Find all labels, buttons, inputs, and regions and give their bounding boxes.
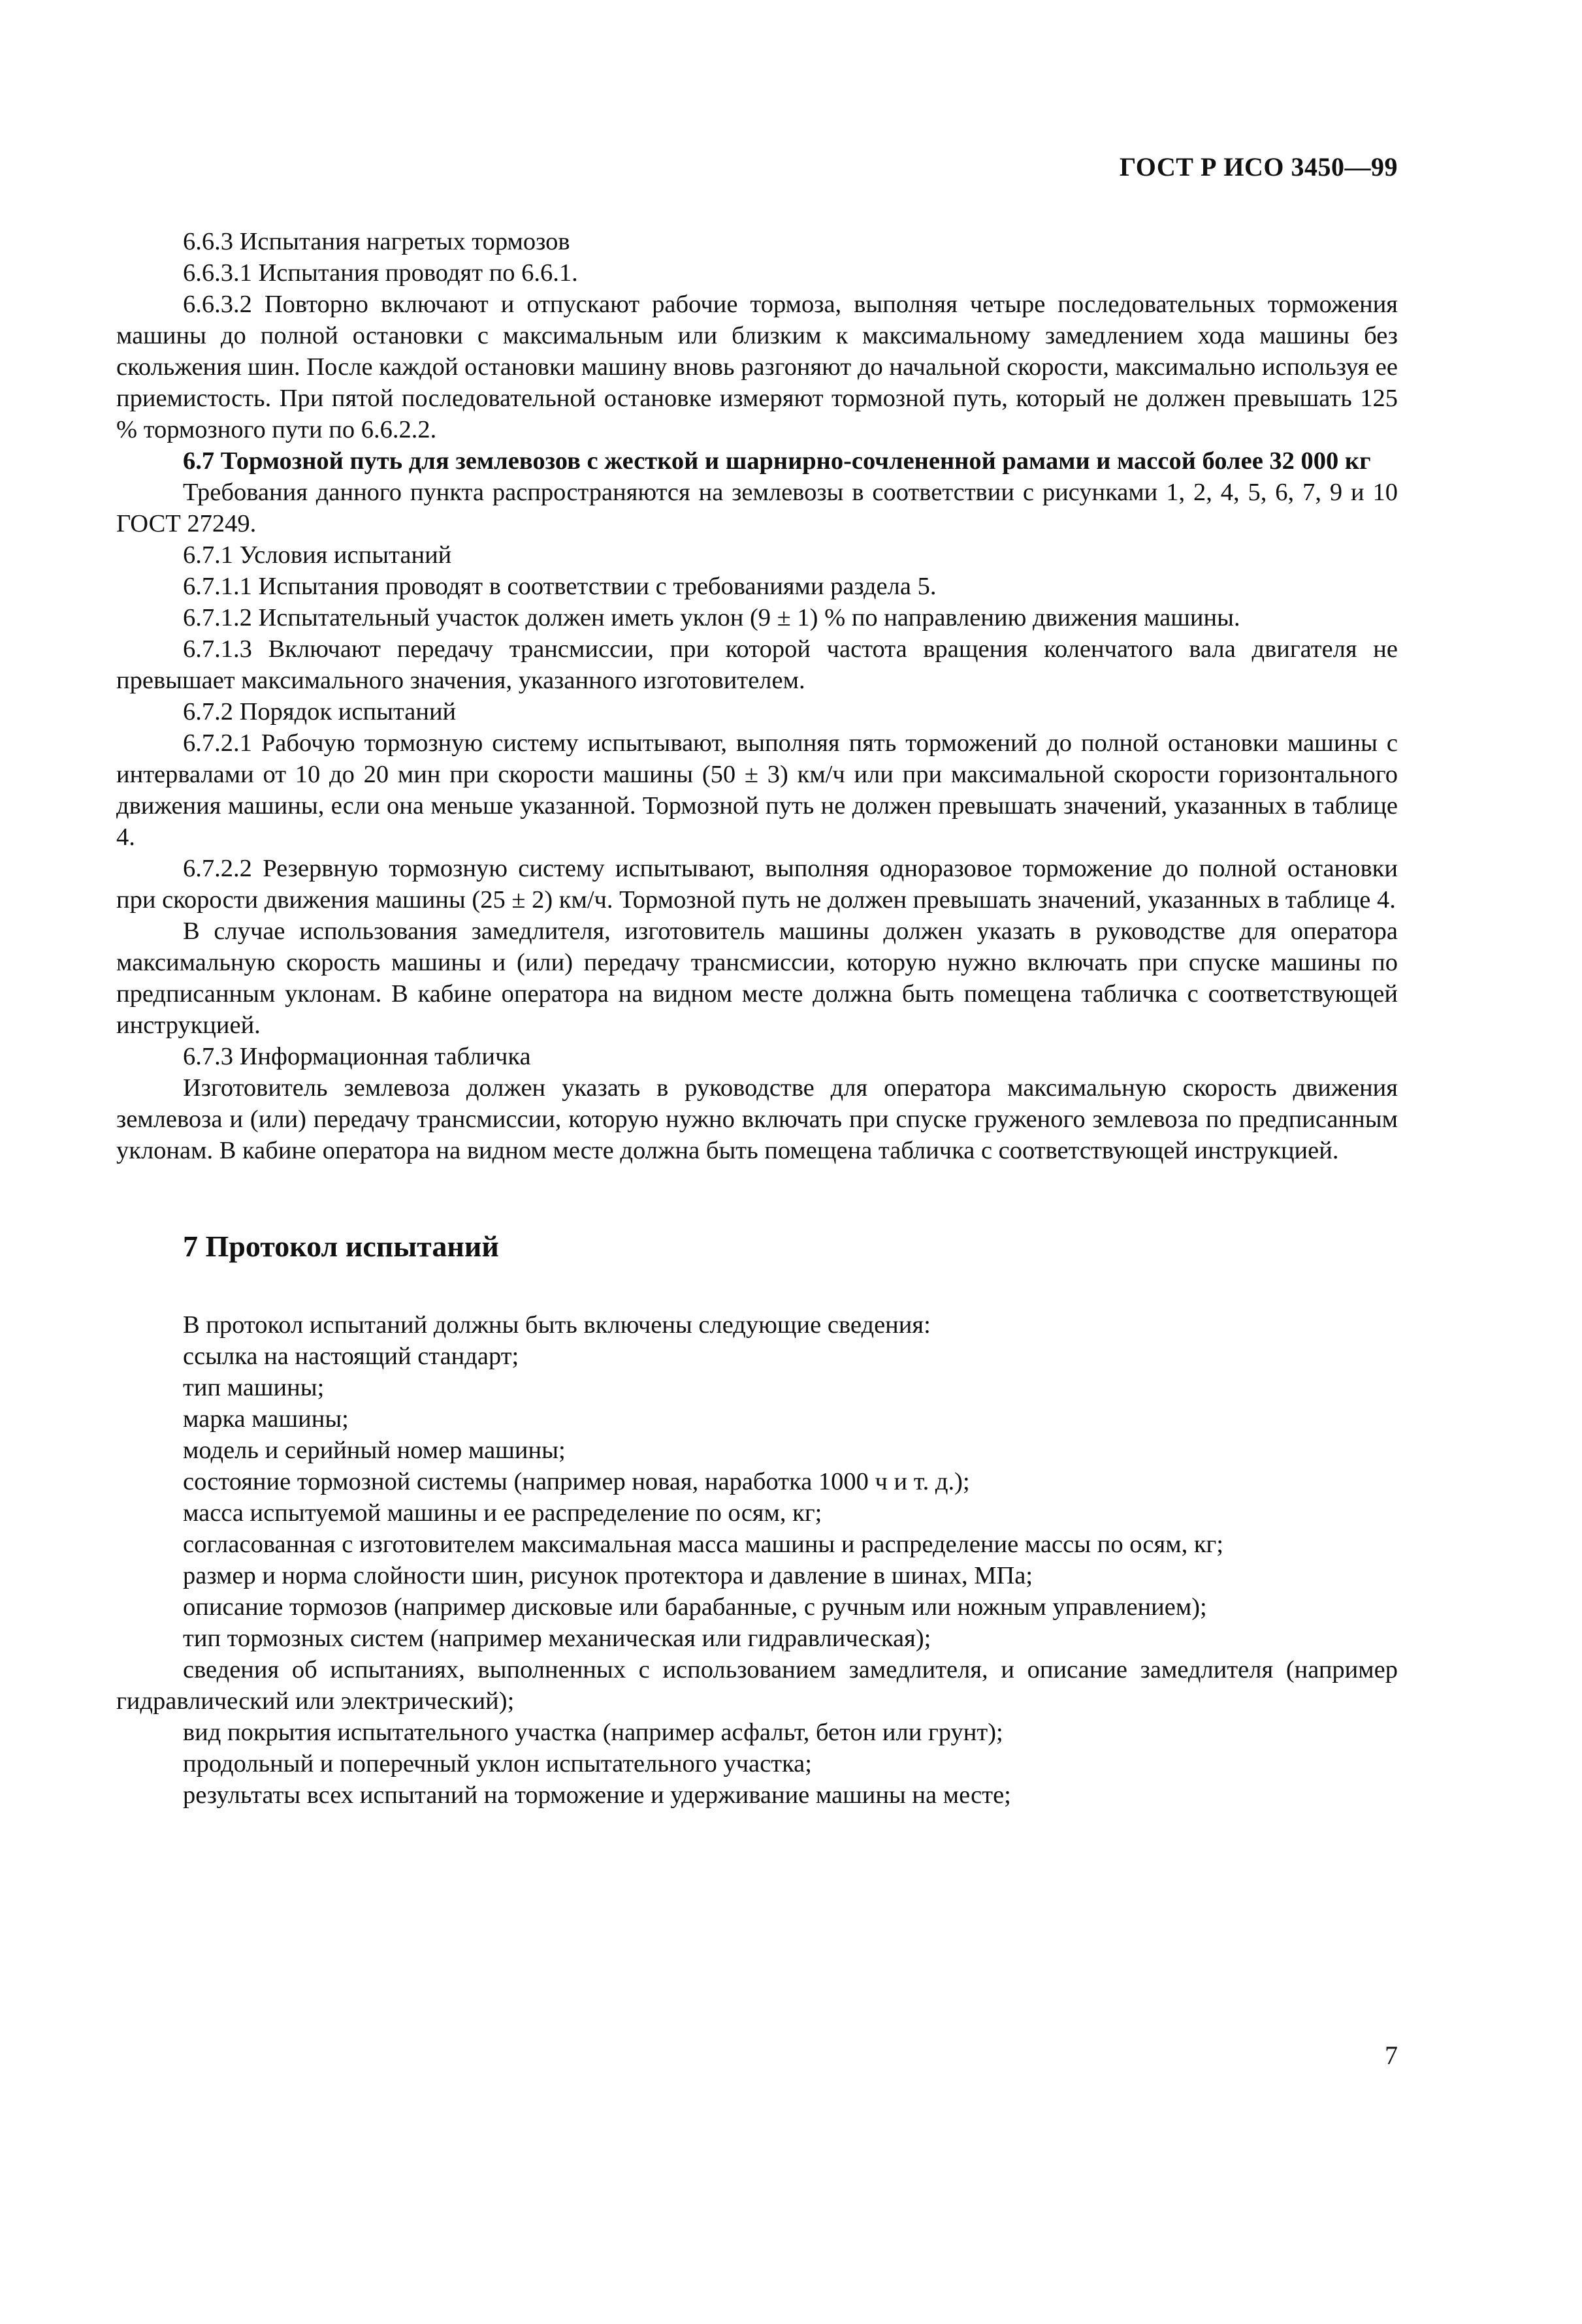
list-item: описание тормозов (например дисковые или барабанные, с ручным или ножным управлением); (183, 1593, 1207, 1621)
paragraph: 6.6.3 Испытания нагретых тормозов (183, 228, 570, 255)
list-item: тип машины; (183, 1374, 325, 1401)
section-heading: 7 Протокол испытаний (183, 1230, 499, 1263)
document-body (116, 226, 1398, 1811)
paragraph: 6.7.1.3 Включают передачу трансмиссии, при которой частота вращения коленчатого вала двигателя не превышает максимального значения, указанного изготовителем. (116, 635, 1398, 694)
list-item: марка машины; (183, 1405, 349, 1433)
list-item: результаты всех испытаний на торможение и удерживание машины на месте; (183, 1781, 1011, 1809)
paragraph: 6.7.1 Условия испытаний (183, 541, 452, 569)
paragraph: 6.6.3.1 Испытания проводят по 6.6.1. (183, 259, 578, 287)
paragraph: 6.6.3.2 Повторно включают и отпускают рабочие тормоза, выполняя четыре последовательных торможения машины до полной остановки с максимальным или близким к максимальному замедлением хода машины без скольжения шин. После каждой остановки машину вновь разгоняют до начальной скорости, максимально используя ее приемистость. При пятой последовательной остановке измеряют тормозной путь, который не должен превышать 125 % тормозного пути по 6.6.2.2. (116, 291, 1398, 443)
list-item: В протокол испытаний должны быть включены следующие сведения: (183, 1311, 931, 1339)
paragraph: 6.7.2.1 Рабочую тормозную систему испытывают, выполняя пять торможений до полной остановки машины с интервалами от 10 до 20 мин при скорости машины (50 ± 3) км/ч или при максимальной скорости горизонтального движения машины, если она меньше указанной. Тормозной путь не должен превышать значений, указанных в таблице 4. (116, 729, 1398, 851)
paragraph: 6.7.1.2 Испытательный участок должен иметь уклон (9 ± 1) % по направлению движения машины. (183, 604, 1240, 631)
list-item: ссылка на настоящий стандарт; (183, 1343, 519, 1370)
list-item: тип тормозных систем (например механическая или гидравлическая); (183, 1625, 931, 1652)
paragraph: Требования данного пункта распространяются на землевозы в соответствии с рисунками 1, 2, 4, 5, 6, 7, 9 и 10 ГОСТ 27249. (116, 479, 1398, 537)
list-item: сведения об испытаниях, выполненных с использованием замедлителя, и описание замедлителя (например гидравлический или электрический); (116, 1656, 1398, 1715)
list-item: размер и норма слойности шин, рисунок протектора и давление в шинах, МПа; (183, 1562, 1033, 1589)
paragraph: В случае использования замедлителя, изготовитель машины должен указать в руководстве для оператора максимальную скорость машины и (или) передачу трансмиссии, которую нужно включать при спуске машины по предписанным уклонам. В кабине оператора на видном месте должна быть помещена табличка с соответствующей инструкцией. (116, 917, 1398, 1039)
subsection-heading: 6.7 Тормозной путь для землевозов с жесткой и шарнирно-сочлененной рамами и массой более 32 000 кг (183, 447, 1371, 475)
list-item: состояние тормозной системы (например новая, наработка 1000 ч и т. д.); (183, 1468, 970, 1495)
paragraph: 6.7.2 Порядок испытаний (183, 698, 457, 725)
list-item: вид покрытия испытательного участка (например асфальт, бетон или грунт); (183, 1719, 1003, 1746)
page-number: 7 (1385, 2041, 1398, 2070)
document-code-header: ГОСТ Р ИСО 3450—99 (1119, 152, 1398, 182)
paragraph: Изготовитель землевоза должен указать в руководстве для оператора максимальную скорость движения землевоза и (или) передачу трансмиссии, которую нужно включать при спуске груженого землевоза по предписанным уклонам. В кабине оператора на видном месте должна быть помещена табличка с соответствующей инструкцией. (116, 1074, 1398, 1164)
list-item: модель и серийный номер машины; (183, 1437, 566, 1464)
paragraph: 6.7.3 Информационная табличка (183, 1043, 531, 1070)
list-item: продольный и поперечный уклон испытательного участка; (183, 1750, 812, 1777)
paragraph: 6.7.1.1 Испытания проводят в соответствии с требованиями раздела 5. (183, 573, 937, 600)
paragraph: 6.7.2.2 Резервную тормозную систему испытывают, выполняя одноразовое торможение до полной остановки при скорости движения машины (25 ± 2) км/ч. Тормозной путь не должен превышать значений, указанных в таблице 4. (116, 855, 1398, 914)
list-item: согласованная с изготовителем максимальная масса машины и распределение массы по осям, кг; (183, 1531, 1224, 1558)
list-item: масса испытуемой машины и ее распределение по осям, кг; (183, 1499, 822, 1527)
